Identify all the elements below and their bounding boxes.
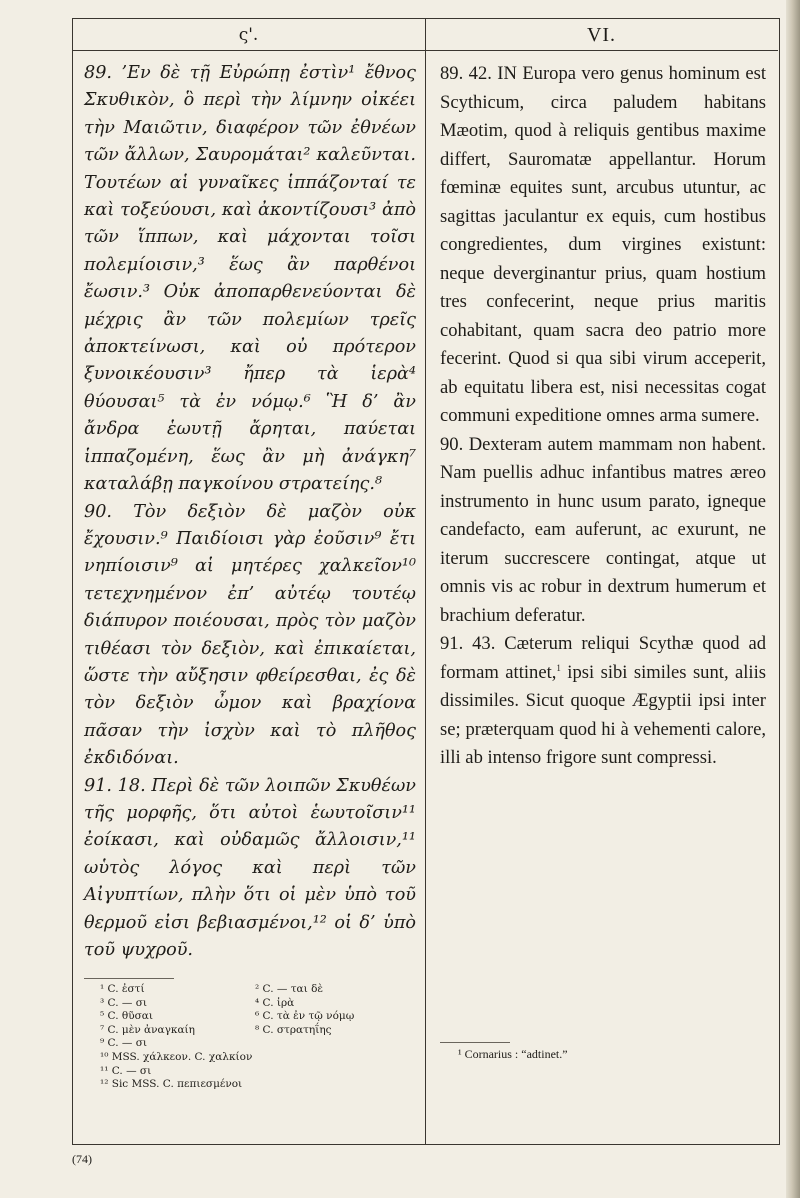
greek-footnote-7: ⁷ C. μὲν ἀναγκαίη <box>100 1023 195 1036</box>
latin-column <box>440 60 766 773</box>
greek-footnote-1: ¹ C. ἐστί <box>100 983 145 995</box>
greek-paragraph-91: 91. 18. Περὶ δὲ τῶν λοιπῶν Σκυθέων τῆς μορφῆς, ὅτι αὐτοὶ ἑωυτοῖσιν¹¹ ἐοίκασι, καὶ οὐδαμῶς ἄλλοισιν,¹¹ ωὑτὸς λόγος καὶ περὶ τῶν Αἰγυπτίων, πλὴν ὅτι οἱ μὲν ὑπὸ τοῦ θερμοῦ εἰσι βεβιασμένοι,¹² οἱ δ’ ὑπὸ τοῦ ψυχροῦ. <box>84 775 416 960</box>
latin-section-number: VI. <box>586 24 617 46</box>
latin-paragraph-91-end: ipsi sibi similes sunt, aliis dissimiles. Sicut quoque Ægyptii ipsi inter se; præterquam quod hi à vehementi calore, illi ab intenso frigore sunt compressi. <box>440 661 766 768</box>
latin-footnote-marker: 1 <box>556 662 561 673</box>
greek-footnote-2: ² C. — ται δὲ <box>255 983 324 995</box>
greek-footnote-6: ⁶ C. τὰ ἐν τῷ νόμῳ <box>255 1010 355 1023</box>
latin-footnotes <box>458 1047 758 1062</box>
header-rule-right <box>425 50 778 51</box>
greek-paragraph-89: 89. ’Εν δὲ τῇ Εὐρώπῃ ἐστὶν¹ ἔθνος Σκυθικὸν, ὃ περὶ τὴν λίμνην οἰκέει τὴν Μαιῶτιν, διαφέρον τῶν ἐθνέων τῶν ἄλλων, Σαυρομάται² καλεῦνται. Τουτέων αἱ γυναῖκες ἱππάζονταί τε καὶ τοξεύουσι, καὶ ἀκοντίζουσι³ ἀπὸ τῶν ἵππων, καὶ μάχονται τοῖσι πολεμίοισιν,³ ἕως ἂν παρθένοι ἔωσιν.³ Οὐκ ἀποπαρθενεύονται δὲ μέχρις ἂν τῶν πολεμίων τρεῖς ἀποκτείνωσι, καὶ οὐ πρότερον ξυνοικέουσιν³ ἤπερ τὰ ἱερὰ⁴ θύουσαι⁵ τὰ ἐν νόμῳ.⁶ Ἣ δ’ ἂν ἄνδρα ἑωυτῇ ἄρηται, παύεται ἱππαζομένη, ἕως ἂν μὴ ἀνάγκη⁷ καταλάβῃ παγκοίνου στρατείης.⁸ <box>84 63 416 495</box>
latin-footnote-1: ¹ Cornarius : “adtinet.” <box>458 1047 568 1061</box>
greek-footnote-9: ⁹ C. — σι <box>100 1037 148 1050</box>
page-number: (74) <box>72 1152 92 1166</box>
greek-paragraph-90: 90. Τὸν δεξιὸν δὲ μαζὸν οὐκ ἔχουσιν.⁹ Παιδίοισι γὰρ ἐοῦσιν⁹ ἔτι νηπίοισιν⁹ αἱ μητέρες χαλκεῖον¹⁰ τετεχνημένον ἐπ’ αὐτέῳ τουτέῳ διάπυρον ποιέουσαι, πρὸς τὸν μαζὸν τιθέασι τὸν δεξιὸν, καὶ ἐπικαίεται, ὥστε τὴν αὔξησιν φθείρεσθαι, ἐς δὲ τὸν δεξιὸν ὦμον καὶ βραχίονα πᾶσαν τὴν ἰσχὺν καὶ τὸ πλῆθος ἐκδιδόναι. <box>84 501 416 769</box>
latin-paragraph-91-start: 91. 43. Cæterum reliqui Scythæ quod ad formam attinet, <box>440 633 766 683</box>
greek-column <box>84 60 416 964</box>
greek-footnote-12: ¹² Sic MSS. C. πεπιεσμένοι <box>100 1078 243 1091</box>
header-rule-left <box>72 50 425 51</box>
column-divider <box>425 18 426 1144</box>
latin-paragraph-89: 89. 42. IN Europa vero genus hominum est Scythicum, circa paludem habitans Mæotim, quod à reliquis gentibus maxime differt, Sauromatæ appellantur. Horum fœminæ equites sunt, arcubus utuntur, ac sagittas jaculantur ex equis, cum hostibus congredientes, dum virgines existunt: neque deverginantur prius, quam hostium tres confecerint, neque prius maritis cohabitant, quam sacra deo patrio more fecerint. Quod si qua sibi virum acceperit, ab equitatu libera est, nisi necessitas cogat communi expeditione omnes arma sumere. <box>440 63 766 426</box>
greek-notes-rule <box>84 978 174 979</box>
greek-footnote-4: ⁴ C. ἱρὰ <box>255 996 295 1009</box>
latin-notes-rule <box>440 1042 510 1043</box>
greek-footnote-11: ¹¹ C. — σι <box>100 1064 152 1077</box>
greek-section-number: ς'. <box>238 25 259 45</box>
greek-footnote-8: ⁸ C. στρατηΐης <box>255 1023 332 1036</box>
book-spine-edge <box>786 0 800 1198</box>
greek-footnote-3: ³ C. — σι <box>100 996 148 1009</box>
greek-footnote-5: ⁵ C. θῦσαι <box>100 1010 153 1023</box>
latin-paragraph-91 <box>440 630 766 773</box>
greek-footnote-10: ¹⁰ MSS. χάλκεον. C. χαλκίον <box>100 1050 253 1063</box>
greek-footnotes <box>100 983 410 1092</box>
latin-paragraph-90: 90. Dexteram autem mammam non habent. Nam puellis adhuc infantibus matres æreo instrumento in hunc usum parato, igneque candefacto, eam auferunt, ac exurunt, ne iterum succrescere contingat, atque ut omnis vis ac robur in dextrum humerum et brachium deferatur. <box>440 433 766 626</box>
